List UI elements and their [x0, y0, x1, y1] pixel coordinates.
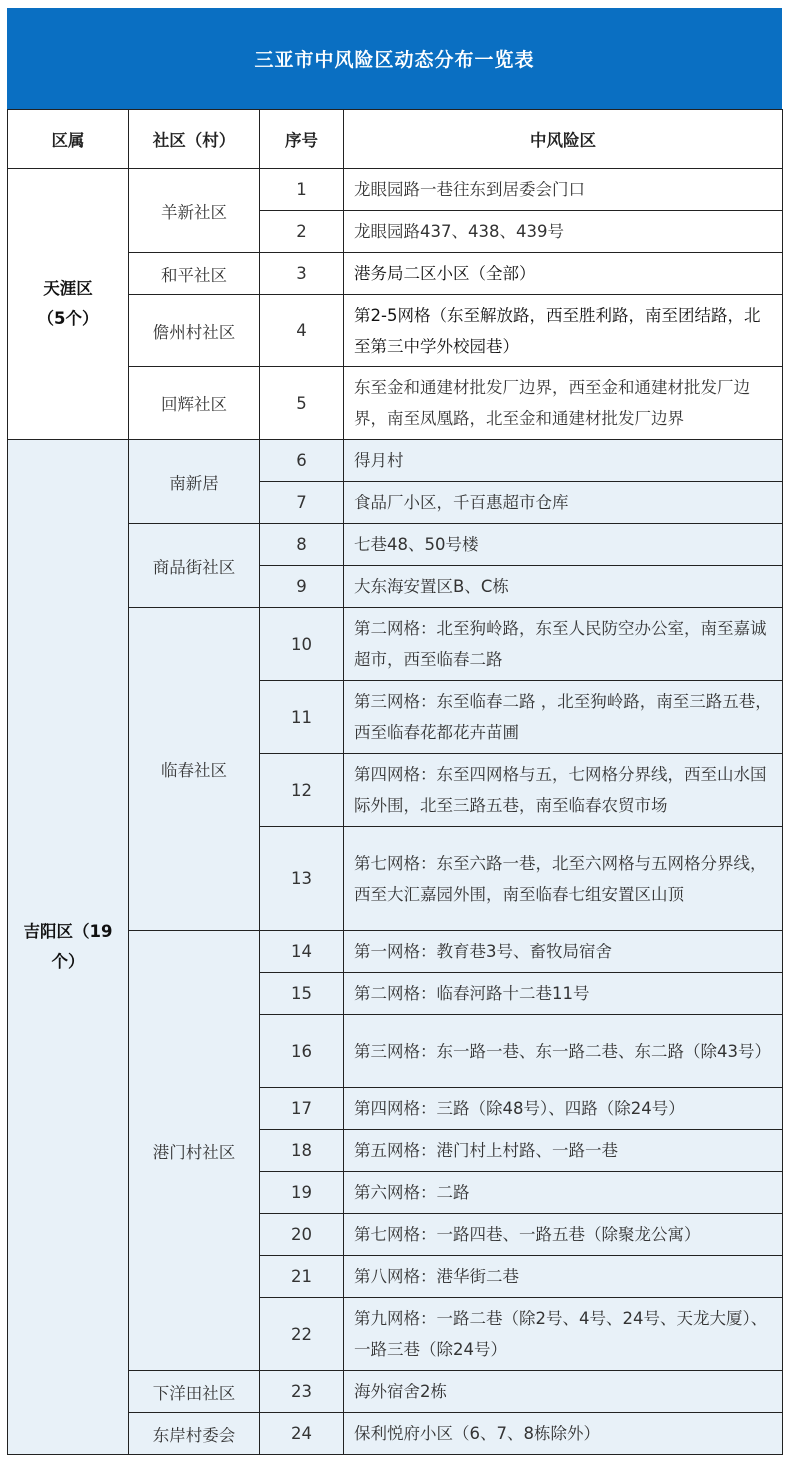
- header-risk-area: 中风险区: [344, 110, 783, 169]
- row-number: 10: [260, 608, 344, 681]
- row-number: 15: [260, 973, 344, 1015]
- district-count: 个）: [51, 952, 85, 971]
- table-row: [8, 440, 783, 482]
- row-number: 23: [260, 1371, 344, 1413]
- row-number: 13: [260, 827, 344, 931]
- risk-area: 第四网格：东至四网格与五，七网格分界线，西至山水国际外围，北至三路五巷，南至临春农贸市场: [344, 754, 783, 827]
- risk-area: 第四网格：三路（除48号）、四路（除24号）: [344, 1088, 783, 1130]
- risk-area: 保利悦府小区（6、7、8栋除外）: [344, 1413, 783, 1455]
- district-name: 吉阳区（19: [23, 922, 113, 941]
- risk-area: 第八网格：港华街二巷: [344, 1256, 783, 1298]
- row-number: 4: [260, 295, 344, 367]
- row-number: 16: [260, 1015, 344, 1088]
- risk-area: 第六网格：二路: [344, 1172, 783, 1214]
- row-number: 19: [260, 1172, 344, 1214]
- row-number: 20: [260, 1214, 344, 1256]
- risk-area: 龙眼园路一巷往东到居委会门口: [344, 169, 783, 211]
- row-number: 2: [260, 211, 344, 253]
- risk-area: 第五网格：港门村上村路、一路一巷: [344, 1130, 783, 1172]
- row-number: 1: [260, 169, 344, 211]
- community-cell: 东岸村委会: [129, 1413, 260, 1455]
- header-community: 社区（村）: [129, 110, 260, 169]
- district-cell: [8, 169, 129, 440]
- risk-area: 第三网格：东至临春二路 ，北至狗岭路，南至三路五巷，西至临春花都花卉苗圃: [344, 681, 783, 754]
- risk-area: 第2-5网格（东至解放路，西至胜利路，南至团结路，北至第三中学外校园巷）: [344, 295, 783, 367]
- risk-area: 第九网格：一路二巷（除2号、4号、24号、天龙大厦）、一路三巷（除24号）: [344, 1298, 783, 1371]
- row-number: 14: [260, 931, 344, 973]
- row-number: 21: [260, 1256, 344, 1298]
- district-count: （5个）: [37, 309, 99, 328]
- community-cell: 南新居: [129, 440, 260, 524]
- community-cell: 港门村社区: [129, 931, 260, 1371]
- risk-area: 第三网格：东一路一巷、东一路二巷、东二路（除43号）: [344, 1015, 783, 1088]
- row-number: 8: [260, 524, 344, 566]
- risk-area: 龙眼园路437、438、439号: [344, 211, 783, 253]
- table-row: [8, 169, 783, 211]
- row-number: 3: [260, 253, 344, 295]
- risk-area: 第二网格：临春河路十二巷11号: [344, 973, 783, 1015]
- risk-area: 七巷48、50号楼: [344, 524, 783, 566]
- risk-area: 第一网格：教育巷3号、畜牧局宿舍: [344, 931, 783, 973]
- community-cell: 儋州村社区: [129, 295, 260, 367]
- district-name: 天涯区: [43, 279, 93, 298]
- header-district: 区属: [8, 110, 129, 169]
- district-cell: [8, 440, 129, 1455]
- community-cell: 临春社区: [129, 608, 260, 931]
- risk-table: [7, 109, 783, 1455]
- row-number: 5: [260, 367, 344, 440]
- risk-area: 港务局二区小区（全部）: [344, 253, 783, 295]
- community-cell: 回辉社区: [129, 367, 260, 440]
- risk-area: 海外宿舍2栋: [344, 1371, 783, 1413]
- row-number: 9: [260, 566, 344, 608]
- row-number: 22: [260, 1298, 344, 1371]
- risk-area: 第二网格：北至狗岭路，东至人民防空办公室，南至嘉诚超市，西至临春二路: [344, 608, 783, 681]
- risk-area: 得月村: [344, 440, 783, 482]
- community-cell: 下洋田社区: [129, 1371, 260, 1413]
- community-cell: 和平社区: [129, 253, 260, 295]
- row-number: 6: [260, 440, 344, 482]
- table-title: 三亚市中风险区动态分布一览表: [7, 8, 782, 109]
- risk-table-container: [7, 8, 782, 1455]
- row-number: 18: [260, 1130, 344, 1172]
- risk-area: 大东海安置区B、C栋: [344, 566, 783, 608]
- row-number: 17: [260, 1088, 344, 1130]
- row-number: 24: [260, 1413, 344, 1455]
- header-number: 序号: [260, 110, 344, 169]
- community-cell: 商品街社区: [129, 524, 260, 608]
- row-number: 7: [260, 482, 344, 524]
- risk-area: 第七网格：一路四巷、一路五巷（除聚龙公寓）: [344, 1214, 783, 1256]
- row-number: 12: [260, 754, 344, 827]
- risk-area: 第七网格：东至六路一巷，北至六网格与五网格分界线，西至大汇嘉园外围，南至临春七组安置区山顶: [344, 827, 783, 931]
- risk-area: 东至金和通建材批发厂边界，西至金和通建材批发厂边界，南至凤凰路，北至金和通建材批发厂边界: [344, 367, 783, 440]
- risk-area: 食品厂小区，千百惠超市仓库: [344, 482, 783, 524]
- row-number: 11: [260, 681, 344, 754]
- community-cell: 羊新社区: [129, 169, 260, 253]
- header-row: [8, 110, 783, 169]
